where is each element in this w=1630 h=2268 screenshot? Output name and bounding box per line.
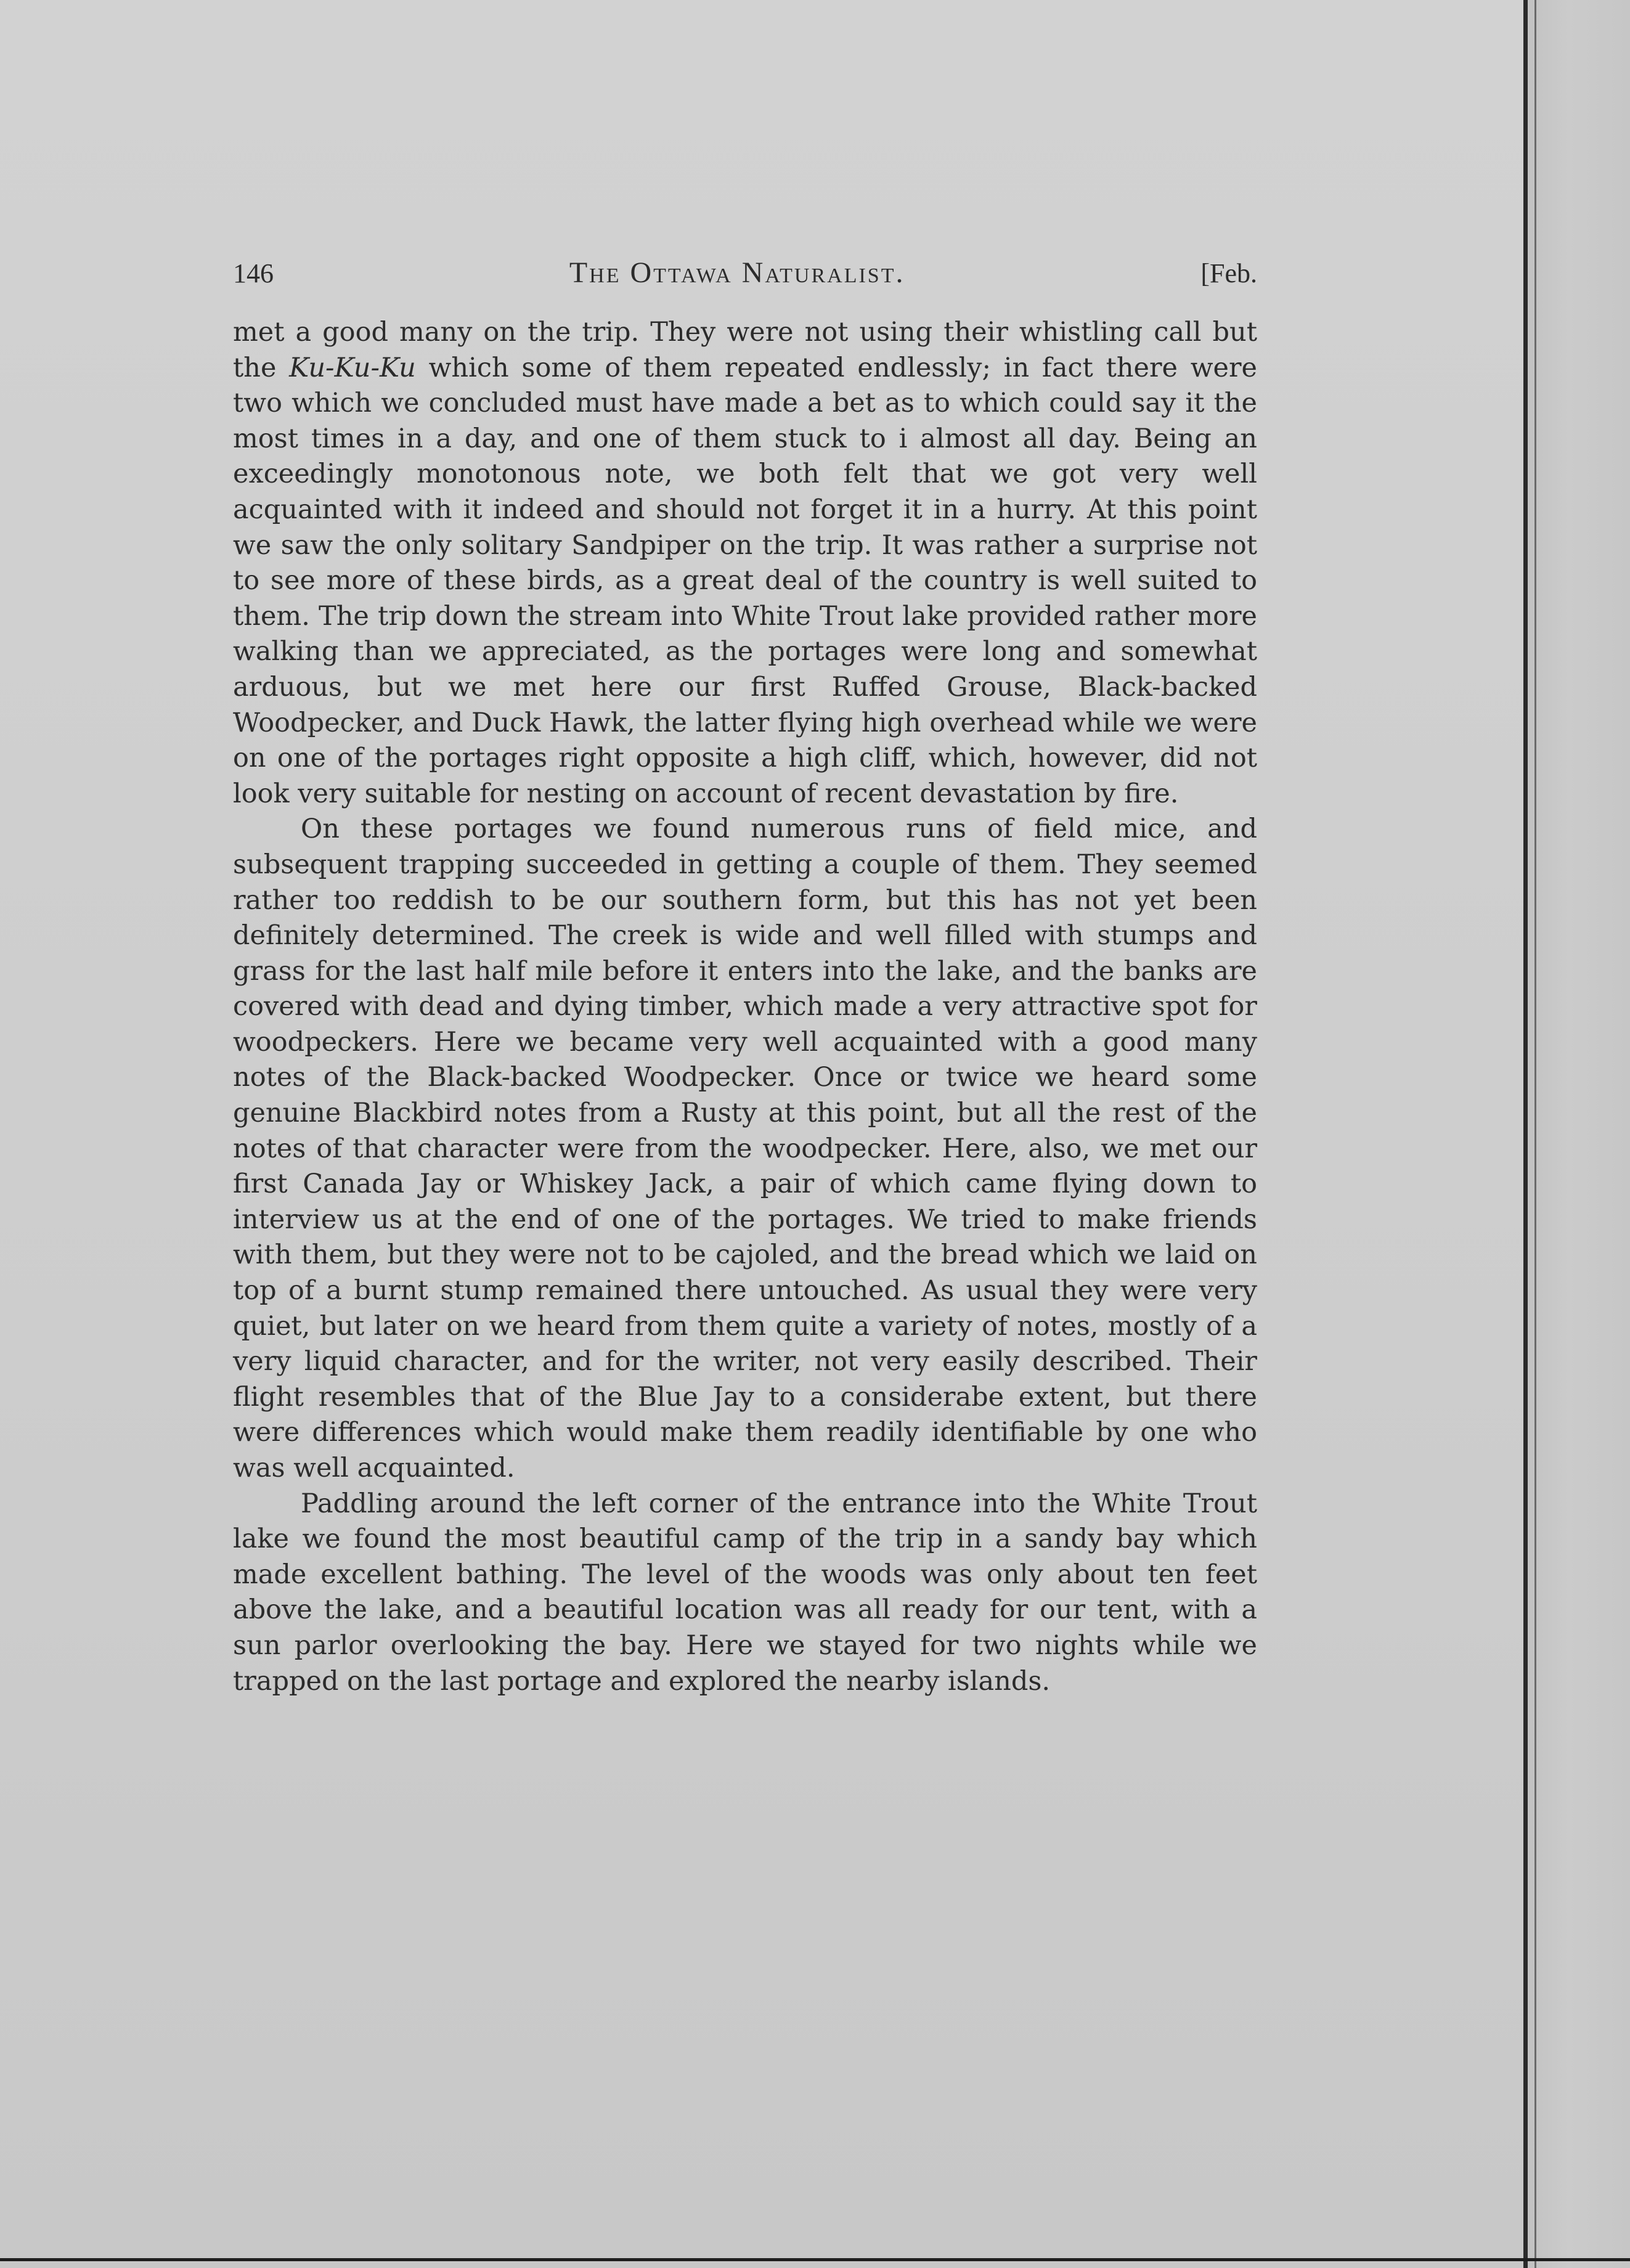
adjacent-page-strip bbox=[1527, 0, 1630, 2268]
bottom-border-line bbox=[0, 2258, 1630, 2261]
header-month: [Feb. bbox=[1200, 258, 1257, 288]
paragraph-1-end: which some of them repeated endlessly; in fact there were two which we concluded must have made a bet as to which could say it the most times in a day, and one of them stuck to i almost all day. Being an exceedingly monotonous note, we both felt that we got very well acquainted with it indeed and should not forget it in a hurry. At this point we saw the only solitary Sandpiper on the trip. It was rather a surprise not to see more of these birds, as a great deal of the country is well suited to them. The trip down the stream into White Trout lake provided rather more walking than we appreciated, as the portages were long and somewhat arduous, but we met here our first Ruffed Grouse, Black-backed Woodpecker, and Duck Hawk, the latter flying high overhead while we were on one of the portages right opposite a high cliff, which, however, did not look very suitable for nesting on account of recent devastation by fire. bbox=[233, 352, 1257, 809]
paragraph-1-italic-call: Ku-Ku-Ku bbox=[289, 352, 416, 383]
page-edge-line bbox=[1523, 0, 1528, 2268]
page-number: 146 bbox=[233, 258, 274, 288]
paragraph-2: On these portages we found numerous runs of field mice, and subsequent trapping succeeded in getting a couple of them. They seemed rather too reddish to be our southern form, but this has not yet been definitely determined. The creek is wide and well filled with stumps and grass for the last half mile before it enters into the lake, and the banks are covered with dead and dying timber, which made a very attractive spot for woodpeckers. Here we became very well acquainted with a good many notes of the Black-backed Woodpecker. Once or twice we heard some genuine Blackbird notes from a Rusty at this point, but all the rest of the notes of that character were from the woodpecker. Here, also, we met our first Canada Jay or Whiskey Jack, a pair of which came flying down to interview us at the end of one of the portages. We tried to make friends with them, but they were not to be cajoled, and the bread which we laid on top of a burnt stump remained there untouched. As usual they were very quiet, but later on we heard from them quite a variety of notes, mostly of a very liquid character, and for the writer, not very easily described. Their flight resembles that of the Blue Jay to a considerabe extent, but there were differences which would make them readily identifiable by one who was well acquainted. bbox=[233, 814, 1257, 1483]
running-header bbox=[233, 256, 1257, 315]
journal-title: The Ottawa Naturalist. bbox=[569, 256, 905, 289]
page-content bbox=[233, 256, 1257, 1699]
paragraph-1-start: met a good many on the trip. They were not using their whistling call but the bbox=[233, 317, 1257, 383]
paragraph-1 bbox=[233, 315, 1257, 812]
paragraph-3: Paddling around the left corner of the entrance into the White Trout lake we found the most beautiful camp of the trip in a sandy bay which made excellent bathing. The level of the woods was only about ten feet above the lake, and a beautiful location was all ready for our tent, with a sun parlor overlooking the bay. Here we stayed for two nights while we trapped on the last portage and explored the nearby islands. bbox=[233, 1488, 1257, 1697]
article-body bbox=[233, 315, 1257, 1699]
binding-line bbox=[1534, 0, 1536, 2268]
